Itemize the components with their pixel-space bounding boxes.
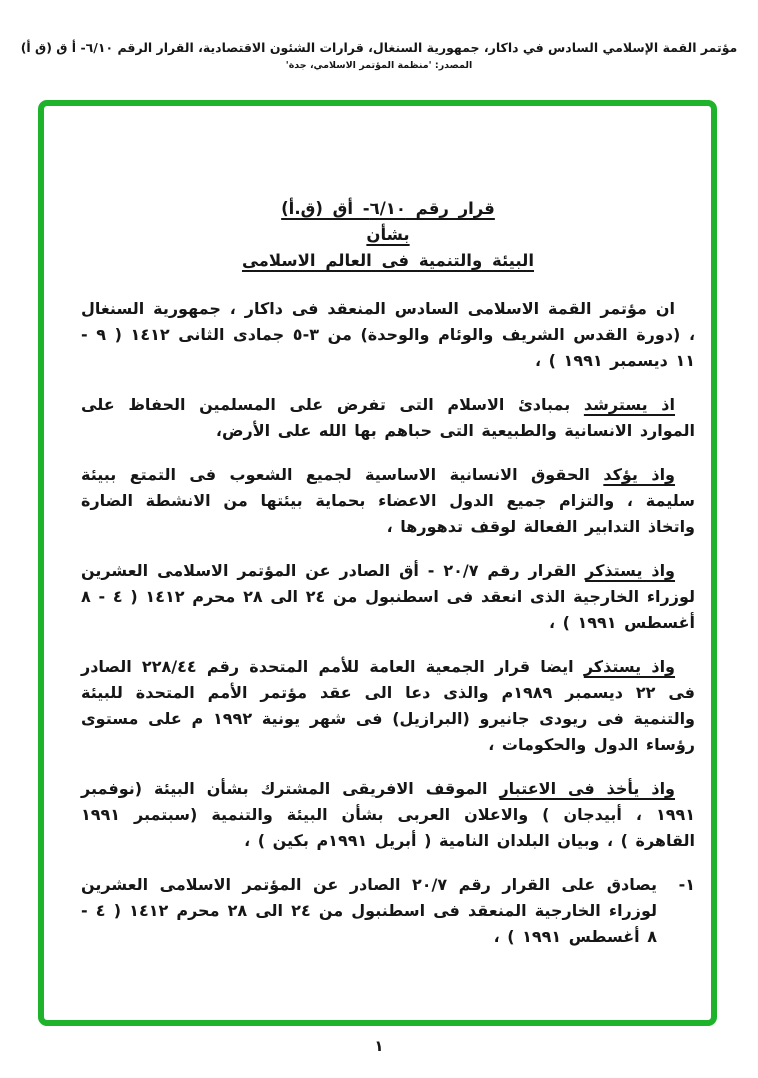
- clause-text: ايضا قرار الجمعية العامة للأمم المتحدة رقم ٢٢٨/٤٤ الصادر فى ٢٢ ديسمبر ١٩٨٩م والذى دعا الى عقد مؤتمر الأمم المتحدة للبيئة والتنمية فى ريودى جانيرو (البرازيل) فى شهر يونية ١٩٩٢ م على مستوى رؤساء الدول والحكومات ،: [81, 657, 696, 754]
- green-frame: [38, 100, 717, 1026]
- resolution-number-line: قرار رقم ٦/١٠- أق (ق.أ): [281, 199, 495, 218]
- clause-lead: واذ يستذكر: [585, 561, 676, 580]
- preamble-opening-paragraph: [81, 296, 695, 374]
- clause-text: القرار رقم ٢٠/٧ - أق الصادر عن المؤتمر الاسلامى العشرين لوزراء الخارجية الذى انعقد فى اسطنبول من ٢٤ الى ٢٨ محرم ١٤١٢ ( ٤ - ٨ أغسطس ١٩٩١ ) ،: [81, 561, 695, 632]
- page-header: [0, 40, 758, 71]
- document-content: [44, 106, 711, 1020]
- page-footer: [0, 1036, 758, 1055]
- preamble-clause-guided: [81, 392, 695, 444]
- item-text: يصادق على القرار رقم ٢٠/٧ الصادر عن المؤتمر الاسلامى العشرين لوزراء الخارجية المنعقد فى اسطنبول من ٢٤ الى ٢٨ محرم ١٤١٢ ( ٤ - ٨ أغسطس ١٩٩١ ) ،: [81, 875, 658, 946]
- page-number: ١: [374, 1037, 384, 1055]
- resolution-title-block: [81, 196, 695, 274]
- clause-lead: واذ يستذكر: [583, 657, 676, 676]
- preamble-clause-taking-into-account: [81, 776, 695, 854]
- resolution-subject-line: البيئة والتنمية فى العالم الاسلامى: [241, 251, 535, 270]
- header-source: المصدر: 'منظمة المؤتمر الاسلامي، جدة': [285, 60, 473, 71]
- preamble-clause-recalling: [81, 558, 695, 636]
- resolution-regarding-line: بشأن: [366, 225, 410, 244]
- preamble-clause-recalling-also: [81, 654, 695, 758]
- item-number: ١-: [678, 875, 695, 894]
- preamble-clause-affirming: [81, 462, 695, 540]
- clause-text: بمبادئ الاسلام التى تفرض على المسلمين الحفاظ على الموارد الانسانية والطبيعية التى حباهم بها الله على الأرض،: [81, 395, 695, 440]
- header-citation: مؤتمر القمة الإسلامي السادس في داكار، جمهورية السنغال، قرارات الشئون الاقتصادية، القرار الرقم ٦/١٠- أ ق (ق أ): [20, 40, 738, 55]
- clause-text: ان مؤتمر القمة الاسلامى السادس المنعقد فى داكار ، جمهورية السنغال ، (دورة القدس الشريف والوئام والوحدة) من ٣-٥ جمادى الثانى ١٤١٢ ( ٩ - ١١ ديسمبر ١٩٩١ ) ،: [81, 299, 696, 370]
- clause-lead: اذ يسترشد: [583, 395, 676, 414]
- clause-text: الموقف الافريقى المشترك بشأن البيئة (نوفمبر ١٩٩١ ، أبيدجان ) والاعلان العربى بشأن البيئة والتنمية (سبتمبر ١٩٩١ القاهرة ) ، وبيان البلدان النامية ( أبريل ١٩٩١م بكين ) ،: [81, 779, 695, 850]
- clause-text: الحقوق الانسانية الاساسية لجميع الشعوب فى التمتع ببيئة سليمة ، والتزام جميع الدول الاعضاء بحماية بيئتها من الانشطة الضارة واتخاذ التدابير الفعالة لوقف تدهورها ،: [81, 465, 695, 536]
- operative-item: [81, 872, 695, 950]
- clause-lead: واذ يؤكد: [603, 465, 676, 484]
- clause-lead: واذ يأخذ فى الاعتبار: [499, 779, 676, 798]
